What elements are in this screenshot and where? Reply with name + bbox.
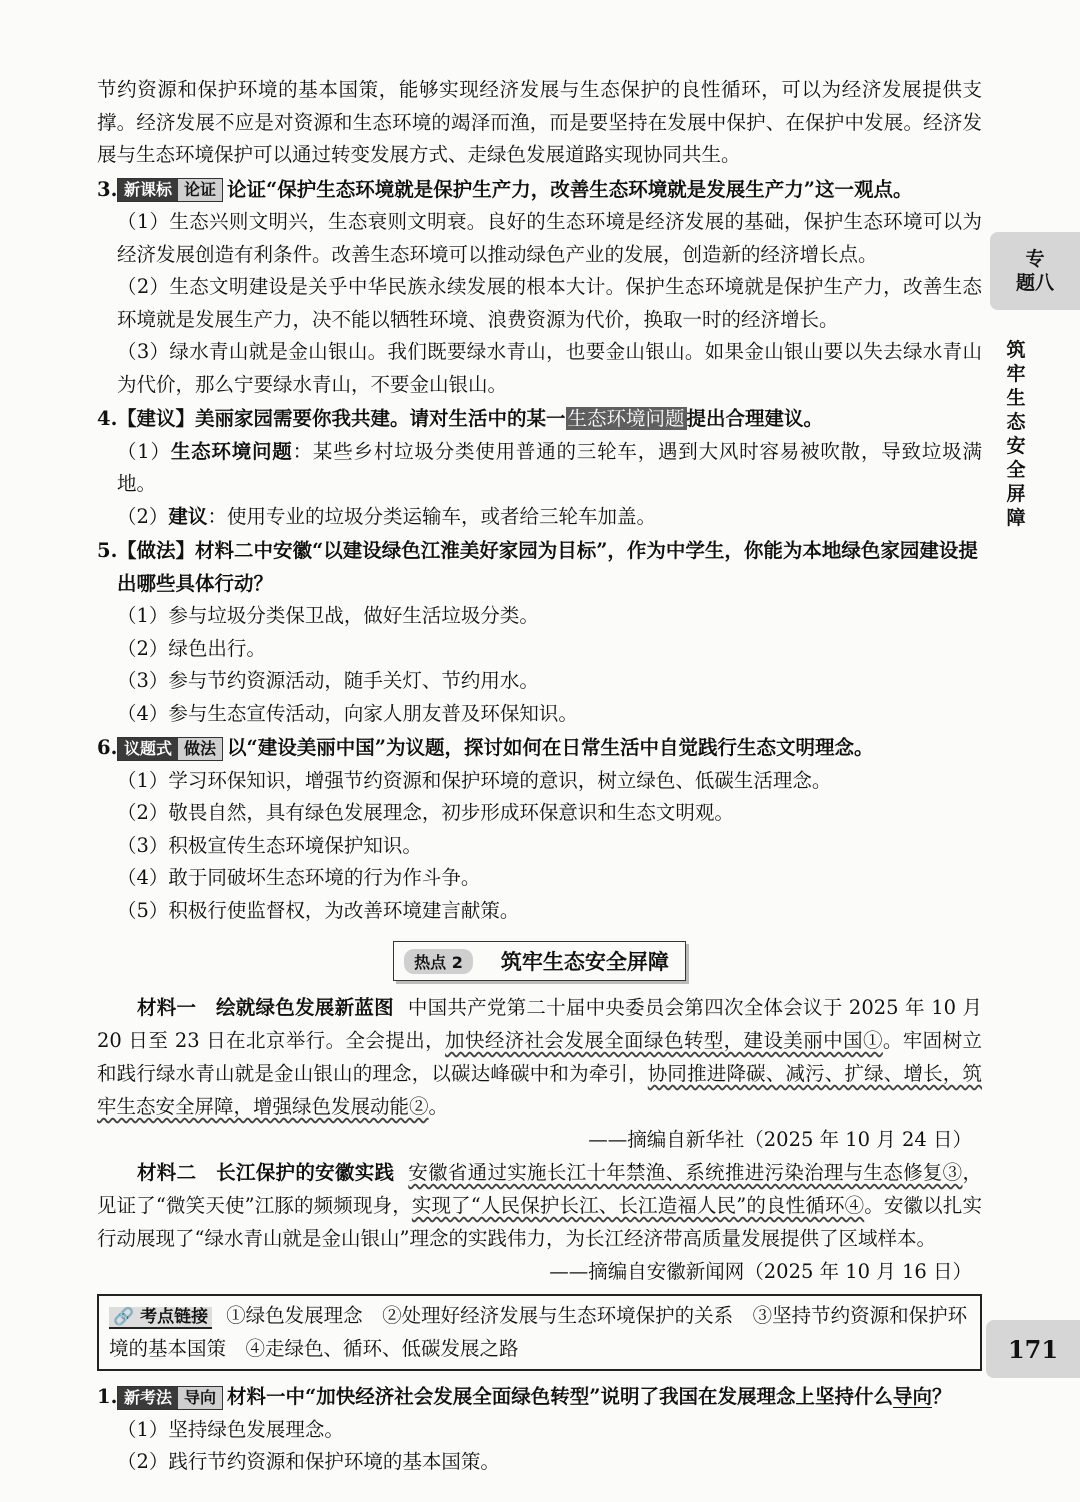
answer-item: （1）生态环境问题：某些乡村垃圾分类使用普通的三轮车，遇到大风时容易被吹散，导致垃圾满地。 (117, 439, 982, 495)
hot-topic-heading (97, 941, 982, 981)
exam-point-text: ①绿色发展理念 ②处理好经济发展与生态环境保护的关系 ③坚持节约资源和保护环境的基本国策 ④走绿色、循环、低碳发展之路 (109, 1304, 968, 1360)
key-phrase: 加快经济社会发展全面绿色转型，建设美丽中国① (445, 1029, 883, 1052)
answer-item: （3）积极宣传生态环境保护知识。 (117, 833, 422, 857)
question-4: 4. 【建议】美丽家园需要你我共建。请对生活中的某一 生态环境问题 提出合理建议。 (97, 403, 982, 436)
material-source: ——摘编自安徽新闻网（2025 年 10 月 16 日） (549, 1260, 972, 1283)
chapter-side-title: 筑牢生态安全屏障 (1006, 339, 1026, 529)
answer-item: （3）绿水青山就是金山银山。我们既要绿水青山，也要金山银山。如果金山银山要以失去绿水青山为代价，那么宁要绿水青山，不要金山银山。 (117, 340, 982, 396)
key-phrase: 安徽省通过实施长江十年禁渔、系统推进污染治理与生态修复③ (408, 1161, 963, 1184)
question-tag: 新课标 论证 (117, 178, 223, 202)
question-number: 3. (97, 177, 118, 201)
intro-paragraph: 节约资源和保护环境的基本国策，能够实现经济发展与生态保护的良性循环，可以为经济发展提供支撑。经济发展不应是对资源和生态环境的竭泽而渔，而是要坚持在发展中保护、在保护中发展。经济发展与生态环境保护可以通过转变发展方式、走绿色发展道路实现协同共生。 (97, 78, 982, 166)
answer-item: （2）敬畏自然，具有绿色发展理念，初步形成环保意识和生态文明观。 (117, 801, 734, 824)
answer-item: （3）参与节约资源活动，随手关灯、节约用水。 (117, 669, 539, 692)
answer-item: （2）建议：使用专业的垃圾分类运输车，或者给三轮车加盖。 (117, 504, 656, 528)
key-phrase: 实现了“人民保护长江、长江造福人民”的良性循环④ (411, 1194, 865, 1217)
material-heading: 材料二 长江保护的安徽实践 (137, 1161, 395, 1184)
exam-point-box (97, 1294, 982, 1371)
material-source: ——摘编自新华社（2025 年 10 月 24 日） (588, 1128, 972, 1151)
highlighted-term: 生态环境问题 (567, 407, 685, 430)
answer-item: （2）践行节约资源和保护环境的基本国策。 (117, 1450, 500, 1473)
answer-item: （1）生态兴则文明兴，生态衰则文明衰。良好的生态环境是经济发展的基础，保护生态环境可以为经济发展创造有利条件。改善生态环境可以推动绿色产业的发展，创造新的经济增长点。 (117, 210, 982, 266)
question-1: 1. 新考法 导向 材料一中“加快经济社会发展全面绿色转型”说明了我国在发展理念上坚持什么导向？ (97, 1381, 982, 1414)
question-text: 以“建设美丽中国”为议题，探讨如何在日常生活中自觉践行生态文明理念。 (227, 736, 874, 759)
answer-item: （1）参与垃圾分类保卫战，做好生活垃圾分类。 (117, 604, 539, 627)
answer-item: （4）参与生态宣传活动，向家人朋友普及环保知识。 (117, 701, 578, 725)
chapter-tab: 专 题八 (990, 232, 1080, 310)
question-number: 1. (97, 1385, 118, 1408)
hot-topic-tag: 热点 2 (404, 949, 473, 974)
answer-item: （4）敢于同破坏生态环境的行为作斗争。 (117, 866, 481, 889)
question-number: 4. (97, 407, 118, 430)
question-number: 6. (97, 736, 118, 759)
answer-item: （2）绿色出行。 (117, 636, 266, 660)
page-content (97, 74, 982, 1479)
question-6 (97, 732, 982, 765)
exam-point-label: 🔗 考点链接 (109, 1307, 212, 1329)
answer-item: （1）坚持绿色发展理念。 (117, 1417, 344, 1441)
hot-topic-title: 筑牢生态安全屏障 (500, 950, 669, 974)
question-5 (97, 535, 982, 600)
answer-item: （2）生态文明建设是关乎中华民族永续发展的根本大计。保护生态环境就是保护生产力，改善生态环境就是发展生产力，决不能以牺牲环境、浪费资源为代价，换取一时的经济增长。 (117, 275, 982, 331)
question-3 (97, 174, 982, 207)
question-tag: 新考法 导向 (117, 1386, 223, 1410)
question-number: 5. (97, 539, 118, 562)
answer-item: （5）积极行使监督权，为改善环境建言献策。 (117, 898, 520, 922)
key-phrase: 协同推进降碳、减污、扩绿、增长，筑牢生态安全屏障，增强绿色发展动能② (97, 1062, 982, 1118)
page-number: 171 (986, 1320, 1080, 1378)
answer-item: （1）学习环保知识，增强节约资源和保护环境的意识，树立绿色、低碳生活理念。 (117, 768, 832, 792)
question-tag: 议题式 做法 (117, 737, 223, 761)
material-2: 材料二 长江保护的安徽实践 安徽省通过实施长江十年禁渔、系统推进污染治理与生态修复③，见证了“微笑天使”江豚的频频现身，实现了“人民保护长江、长江造福人民”的良性循环④。安徽以扎实行动展现了“绿水青山就是金山银山”理念的实践伟力，为长江经济带高质量发展提供了区域样本。 (97, 1161, 982, 1250)
material-heading: 材料一 绘就绿色发展新蓝图 (137, 996, 394, 1019)
material-1: 材料一 绘就绿色发展新蓝图 中国共产党第二十届中央委员会第四次全体会议于 2025 年 10 月 20 日至 23 日在北京举行。全会提出，加快经济社会发展全面绿色转型，建设美丽中国①。牢固树立和践行绿水青山就是金山银山的理念，以碳达峰碳中和为牵引，协同推进降碳、减污、扩绿、增长，筑牢生态安全屏障，增强绿色发展动能②。 (97, 996, 982, 1118)
question-text: 论证“保护生态环境就是保护生产力，改善生态环境就是发展生产力”这一观点。 (227, 177, 913, 201)
question-text: 【做法】材料二中安徽“以建设绿色江淮美好家园为目标”，作为中学生，你能为本地绿色家园建设提出哪些具体行动？ (117, 539, 978, 595)
